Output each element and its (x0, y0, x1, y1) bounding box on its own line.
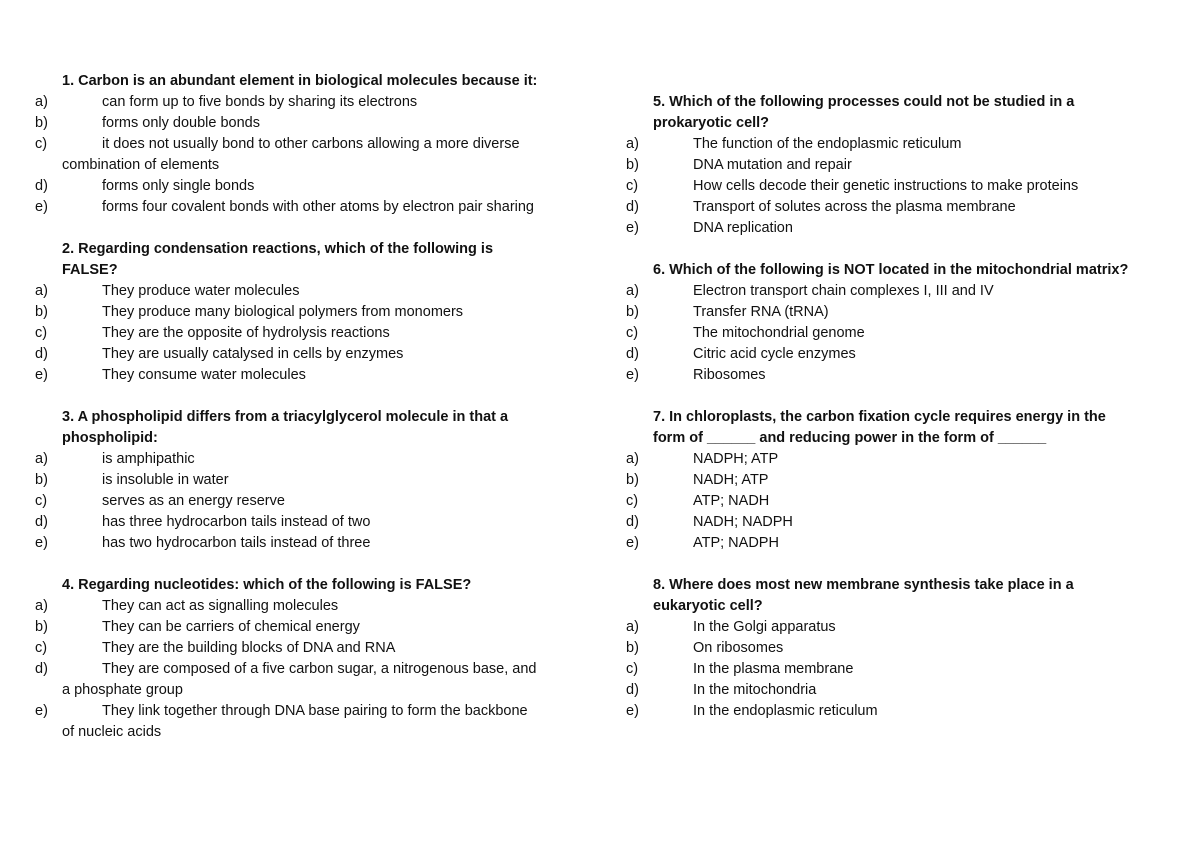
option-letter: d) (626, 199, 639, 215)
option-text: it does not usually bond to other carbons allowing a more diverse combination of elements (62, 136, 520, 173)
question-title: 7. In chloroplasts, the carbon fixation cycle requires energy in the form of ______ and reducing power in the form of ______ (653, 409, 1106, 446)
option-text: How cells decode their genetic instructions to make proteins (693, 178, 1079, 194)
option-c (35, 638, 540, 659)
option-text: They can act as signalling molecules (102, 598, 339, 614)
option-b (626, 470, 1131, 491)
option-e (35, 701, 540, 743)
option-letter: e) (626, 220, 639, 236)
option-letter: d) (35, 514, 48, 530)
question-title: 8. Where does most new membrane synthesis take place in a eukaryotic cell? (653, 577, 1074, 614)
option-a (35, 281, 540, 302)
option-letter: a) (626, 451, 639, 467)
option-b (626, 302, 1131, 323)
option-text: They consume water molecules (102, 367, 306, 383)
option-b (626, 638, 1131, 659)
option-letter: d) (626, 682, 639, 698)
option-c (35, 491, 540, 512)
option-text: Transport of solutes across the plasma membrane (693, 199, 1016, 215)
option-d (626, 197, 1131, 218)
option-text: In the plasma membrane (693, 661, 854, 677)
option-b (35, 113, 540, 134)
option-text: They produce many biological polymers from monomers (102, 304, 464, 320)
option-letter: c) (35, 136, 48, 152)
option-a (626, 449, 1131, 470)
option-letter: c) (626, 661, 639, 677)
option-c (626, 176, 1131, 197)
option-text: Electron transport chain complexes I, III and IV (693, 283, 994, 299)
option-letter: d) (35, 178, 48, 194)
option-d (35, 512, 540, 533)
option-text: can form up to five bonds by sharing its electrons (102, 94, 418, 110)
option-text: serves as an energy reserve (102, 493, 285, 509)
option-text: ATP; NADH (693, 493, 770, 509)
option-letter: e) (626, 703, 639, 719)
option-b (626, 155, 1131, 176)
question-3 (35, 407, 540, 554)
question-1 (35, 71, 540, 218)
option-e (626, 365, 1131, 386)
option-letter: c) (35, 325, 48, 341)
option-text: DNA replication (693, 220, 793, 236)
option-text: forms only single bonds (102, 178, 255, 194)
option-b (35, 302, 540, 323)
option-d (35, 176, 540, 197)
option-letter: a) (626, 136, 639, 152)
option-text: NADH; NADPH (693, 514, 793, 530)
option-letter: e) (35, 535, 48, 551)
option-text: They are usually catalysed in cells by enzymes (102, 346, 404, 362)
option-b (35, 617, 540, 638)
option-text: The mitochondrial genome (693, 325, 865, 341)
option-letter: e) (626, 535, 639, 551)
option-a (626, 281, 1131, 302)
option-letter: c) (626, 493, 639, 509)
option-letter: e) (626, 367, 639, 383)
left-column (35, 71, 540, 764)
option-letter: c) (626, 325, 639, 341)
option-text: In the mitochondria (693, 682, 817, 698)
question-4 (35, 575, 540, 743)
option-text: They are the building blocks of DNA and RNA (102, 640, 396, 656)
option-letter: b) (626, 157, 639, 173)
option-d (626, 344, 1131, 365)
option-text: NADPH; ATP (693, 451, 779, 467)
question-title: 5. Which of the following processes could not be studied in a prokaryotic cell? (653, 94, 1075, 131)
option-text: In the endoplasmic reticulum (693, 703, 878, 719)
option-letter: a) (35, 283, 48, 299)
option-letter: d) (35, 661, 48, 677)
option-e (35, 197, 540, 218)
question-6 (626, 260, 1131, 386)
option-text: has two hydrocarbon tails instead of three (102, 535, 371, 551)
question-title: 1. Carbon is an abundant element in biological molecules because it: (62, 73, 538, 89)
option-letter: c) (35, 640, 48, 656)
question-8 (626, 575, 1131, 722)
option-a (626, 617, 1131, 638)
option-a (35, 92, 540, 113)
option-a (35, 449, 540, 470)
option-d (626, 680, 1131, 701)
option-text: On ribosomes (693, 640, 784, 656)
option-text: has three hydrocarbon tails instead of two (102, 514, 371, 530)
option-e (35, 365, 540, 386)
option-text: They are the opposite of hydrolysis reactions (102, 325, 390, 341)
option-d (35, 344, 540, 365)
option-e (626, 218, 1131, 239)
option-letter: b) (35, 304, 48, 320)
question-5 (626, 92, 1131, 239)
option-text: DNA mutation and repair (693, 157, 852, 173)
option-letter: b) (626, 472, 639, 488)
question-title: 3. A phospholipid differs from a triacylglycerol molecule in that a phospholipid: (62, 409, 509, 446)
option-text: They produce water molecules (102, 283, 300, 299)
option-letter: a) (35, 598, 48, 614)
option-text: Citric acid cycle enzymes (693, 346, 856, 362)
option-e (626, 533, 1131, 554)
question-title: 4. Regarding nucleotides: which of the following is FALSE? (62, 577, 472, 593)
option-letter: e) (35, 199, 48, 215)
option-letter: d) (35, 346, 48, 362)
option-text: In the Golgi apparatus (693, 619, 836, 635)
option-c (626, 323, 1131, 344)
question-2 (35, 239, 540, 386)
option-letter: b) (626, 304, 639, 320)
option-c (35, 134, 540, 176)
option-text: Transfer RNA (tRNA) (693, 304, 829, 320)
option-letter: c) (35, 493, 48, 509)
option-e (626, 701, 1131, 722)
option-c (35, 323, 540, 344)
option-letter: b) (35, 472, 48, 488)
option-letter: a) (35, 94, 48, 110)
question-title: 2. Regarding condensation reactions, which of the following is FALSE? (62, 241, 494, 278)
option-letter: b) (35, 619, 48, 635)
option-letter: c) (626, 178, 639, 194)
option-text: forms only double bonds (102, 115, 260, 131)
option-d (35, 659, 540, 701)
option-d (626, 512, 1131, 533)
top-spacer (626, 71, 1131, 92)
option-text: NADH; ATP (693, 472, 769, 488)
option-letter: e) (35, 367, 48, 383)
option-c (626, 659, 1131, 680)
option-letter: a) (626, 619, 639, 635)
option-letter: d) (626, 514, 639, 530)
option-text: Ribosomes (693, 367, 766, 383)
option-text: They can be carriers of chemical energy (102, 619, 360, 635)
option-letter: b) (35, 115, 48, 131)
option-a (626, 134, 1131, 155)
option-e (35, 533, 540, 554)
option-letter: d) (626, 346, 639, 362)
option-b (35, 470, 540, 491)
question-title: 6. Which of the following is NOT located in the mitochondrial matrix? (653, 262, 1129, 278)
option-text: is insoluble in water (102, 472, 229, 488)
right-column (626, 71, 1131, 743)
option-text: They link together through DNA base pairing to form the backbone of nucleic acids (62, 703, 528, 740)
option-text: They are composed of a five carbon sugar, a nitrogenous base, and a phosphate group (62, 661, 537, 698)
option-a (35, 596, 540, 617)
option-letter: e) (35, 703, 48, 719)
option-text: forms four covalent bonds with other atoms by electron pair sharing (102, 199, 534, 215)
option-letter: a) (626, 283, 639, 299)
option-c (626, 491, 1131, 512)
option-text: ATP; NADPH (693, 535, 779, 551)
option-letter: a) (35, 451, 48, 467)
option-letter: b) (626, 640, 639, 656)
option-text: The function of the endoplasmic reticulum (693, 136, 962, 152)
question-7 (626, 407, 1131, 554)
option-text: is amphipathic (102, 451, 195, 467)
